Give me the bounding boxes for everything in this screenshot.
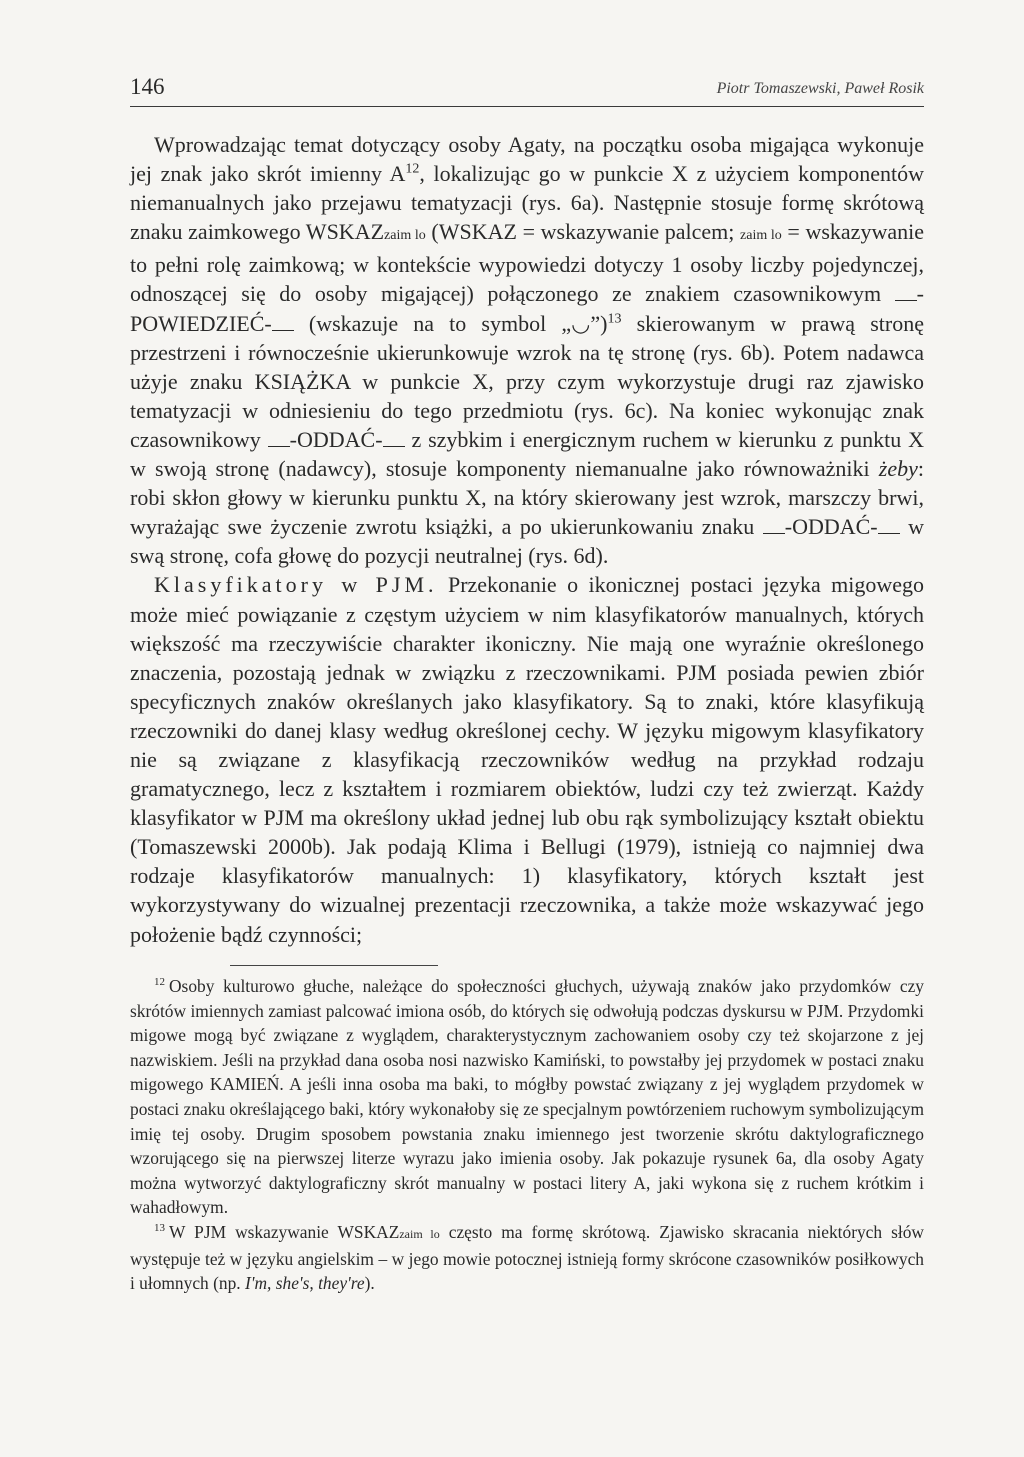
page-header	[130, 72, 924, 107]
footnote-mark: 13	[154, 1222, 165, 1235]
blank-line	[878, 517, 900, 534]
paragraph-agata	[130, 130, 924, 570]
subscript: zaim lo	[399, 1226, 440, 1241]
text-run: (wskazuje na to symbol „	[293, 310, 572, 336]
text-run: Przekonanie o ikonicznej postaci języka migowego może mieć powiązanie z częstym użyciem w nim klasyfikatorów manualnych, których większość ma rzeczywiście charakter ikoniczny. Nie mają one wyraźnie określonego znaczenia, pozostają jednak w związku z rzeczownikami. PJM posiada pewien zbiór specyficznych znaków określanych jako klasyfikatory. Są to znaki, które klasyfikują rzeczowniki do danej klasy według określonej cechy. W języku migowym klasyfikatory nie są związane z klasyfikacją rzeczowników według na przykład rodzaju gramatycznego, lecz z kształtem i rozmiarem obiektów, ludzi czy też zwierząt. Każdy klasyfikator w PJM ma określony układ jednej lub obu rąk symbolizujący kształt obiektu (Tomaszewski 2000b). Jak podają Klima i Bellugi (1979), istnieją co najmniej dwa rodzaje klasyfikatorów manualnych: 1) klasyfikatory, których kształt jest wykorzystywany do wizualnej prezentacji rzeczownika, a także może wskazywać jego położenie bądź czynności;	[130, 572, 924, 947]
sign-gloss: -POWIEDZIEĆ-	[130, 281, 924, 336]
footnote-ref-13[interactable]: 13	[607, 311, 622, 327]
blank-line	[383, 430, 405, 447]
text-run: ”)	[590, 310, 608, 336]
main-text	[130, 130, 924, 949]
text-run: skierowanym w prawą stronę przestrzeni i równocześnie ukierunkowuje wzrok na tę stronę (rys. 6b). Potem nadawca użyje znaku KSIĄŻKA w punkcie X, przy czym wykorzystuje drugi raz zjawisko tematyzacji w odniesieniu do tego przedmiotu (rys. 6c). Na koniec wykonując znak czasownikowy	[130, 310, 924, 452]
arc-symbol: ◡	[571, 310, 591, 336]
footnote-divider	[230, 965, 438, 966]
blank-line	[763, 517, 785, 534]
footnote-ref-12[interactable]: 12	[405, 161, 420, 177]
text-run: z szybkim i energicznym ruchem w kierunku z punktu X w swoją stronę (nadawcy), stosuje komponenty niemanualne jako równoważniki	[130, 426, 925, 482]
footnote-text: ).	[364, 1273, 375, 1294]
footnote-13	[130, 1220, 924, 1296]
section-heading: Klasyfikatory w PJM.	[154, 572, 438, 598]
italic-examples: I'm, she's, they're	[244, 1273, 365, 1294]
blank-line	[268, 430, 290, 447]
paragraph-classifiers	[130, 570, 924, 948]
footnote-mark: 12	[154, 976, 165, 989]
blank-line	[895, 284, 917, 301]
footnote-text: często ma formę skrótową. Zjawisko skracania niektórych słów występuje też w języku angielskim – w jego mowie potocznej istnieją formy skrócone czasowników posiłkowych i ułomnych (np.	[130, 1221, 924, 1294]
footnote-text: W PJM wskazywanie WSKAZ	[169, 1221, 400, 1242]
subscript: zaim lo	[384, 228, 426, 244]
sign-gloss: -ODDAĆ-	[784, 514, 878, 540]
text-run: w swą stronę, cofa głowę do pozycji neutralnej (rys. 6d).	[130, 514, 925, 569]
text-run: (WSKAZ = wskazywanie palcem;	[425, 219, 741, 245]
running-head: Piotr Tomaszewski, Paweł Rosik	[716, 80, 924, 97]
page-number: 146	[130, 74, 165, 99]
footnote-text: Osoby kulturowo głuche, należące do społeczności głuchych, używają znaków jako przydomków czy skrótów imiennych zamiast palcować imiona osób, do których się odwołują podczas dyskursu w PJM. Przydomki migowe mogą być związane z wyglądem, charakterystycznym zachowaniem osoby czy też skojarzone z jej nazwiskiem. Jeśli na przykład dana osoba nosi nazwisko Kamiński, to powstałby jej przydomek w postaci znaku migowego KAMIEŃ. A jeśli inna osoba ma baki, to mógłby powstać związany z jej wyglądem przydomek w postaci znaku określającego baki, który wykonałoby się ze specjalnym powtórzeniem ruchowym symbolizującym imię tej osoby. Drugim sposobem powstania znaku imiennego jest tworzenie skrótu daktylograficznego wzorującego się na pierwszej literze wyrazu jako imienia osoby. Jak pokazuje rysunek 6a, dla osoby Agaty można wytworzyć daktylograficzny skrót manualny w postaci litery A, jaki wykona się z ruchem krótkim i wahadłowym.	[130, 976, 924, 1218]
italic-word: żeby	[878, 456, 918, 482]
text-run: : robi skłon głowy w kierunku punktu X, na który skierowany jest wzrok, marszczy brwi, wyrażając swe życzenie zwrotu książki, a po ukierunkowaniu znaku	[130, 456, 924, 540]
footnote-12	[130, 974, 924, 1220]
text-run: , lokalizując go w punkcie X z użyciem komponentów niemanualnych jako przejawu tematyzacji (rys. 6a). Następnie stosuje formę skrótową znaku zaimkowego WSKAZ	[130, 161, 924, 245]
text-run: = wskazywanie to pełni rolę zaimkową; w kontekście wypowiedzi dotyczy 1 osoby liczby pojedynczej, odnoszącej się do osoby migającej) połączonego ze znakiem czasownikowym	[130, 219, 924, 307]
footnotes	[130, 974, 924, 1296]
subscript: zaim lo	[740, 228, 782, 244]
sign-gloss: -ODDAĆ-	[289, 426, 383, 452]
blank-line	[272, 314, 294, 331]
text-run: Wprowadzając temat dotyczący osoby Agaty, na początku osoba migająca wykonuje jej znak jako skrót imienny A	[130, 132, 924, 187]
